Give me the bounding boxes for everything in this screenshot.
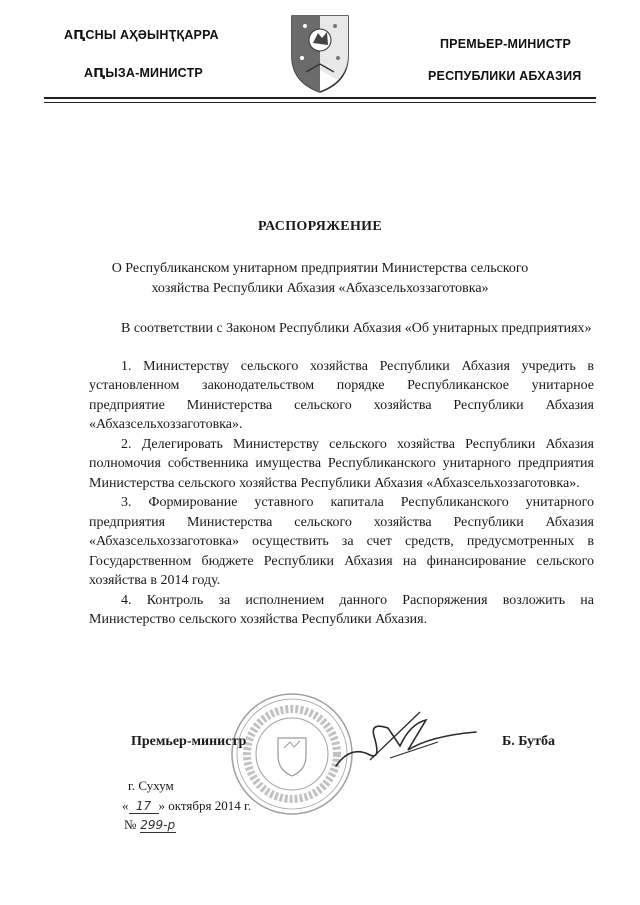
signer-name: Б. Бутба: [502, 734, 556, 749]
number-label: №: [124, 817, 137, 832]
header-rule-thick: [44, 97, 596, 99]
number-value: 299-р: [140, 818, 176, 832]
order-item: 3. Формирование уставного капитала Республиканского унитарного предприятия Министерства сельского хозяйства Республики Абхазия «Абхазсельхоззаготовка» осуществить за счет средств, предусмотренных в Государственном бюджете Республики Абхазия на финансирование сельского хозяйства в 2014 году.: [89, 495, 594, 588]
header-left-line2: АԤЫЗА-МИНИСТР: [84, 66, 203, 80]
document-number: [124, 817, 176, 833]
document-title: РАСПОРЯЖЕНИЕ: [258, 219, 382, 234]
date-day: 17: [129, 799, 159, 814]
order-item: 2. Делегировать Министерству сельского хозяйства Республики Абхазия полномочия собственника имущества Республиканского унитарного предприятия Министерства сельского хозяйства Республики Абхазия «Абхазсельхоззаготовка».: [89, 436, 594, 491]
handwritten-signature-icon: [330, 706, 480, 776]
order-item: 1. Министерству сельского хозяйства Республики Абхазия учредить в установленном законодательством порядке Республиканское унитарное предприятие Министерства сельского хозяйства Республики Абхазия «Абхазсельхоззаготовка».: [89, 358, 594, 432]
header-left-line1: АԤСНЫ АҲӘЫНҬҚАРРА: [64, 28, 219, 42]
signer-title: Премьер-министр: [131, 734, 247, 749]
date-open-quote: «: [122, 798, 129, 813]
issue-date: [122, 798, 251, 814]
date-month-year: » октября 2014 г.: [158, 798, 252, 813]
document-subject: О Республиканском унитарном предприятии Министерства сельского хозяйства Республики Абхазия «Абхазсельхоззаготовка»: [111, 261, 529, 296]
header-rule-thin: [44, 102, 596, 103]
preamble: В соответствии с Законом Республики Абхазия «Об унитарных предприятиях»: [121, 321, 592, 336]
document-body: [89, 319, 594, 630]
order-item: 4. Контроль за исполнением данного Распоряжения возложить на Министерство сельского хозяйства Республики Абхазия.: [89, 592, 594, 627]
header-right-line2: РЕСПУБЛИКИ АБХАЗИЯ: [428, 69, 582, 83]
place-of-issue: г. Сухум: [128, 778, 174, 793]
header-right-line1: ПРЕМЬЕР-МИНИСТР: [440, 37, 571, 51]
state-emblem-icon: [288, 12, 352, 94]
